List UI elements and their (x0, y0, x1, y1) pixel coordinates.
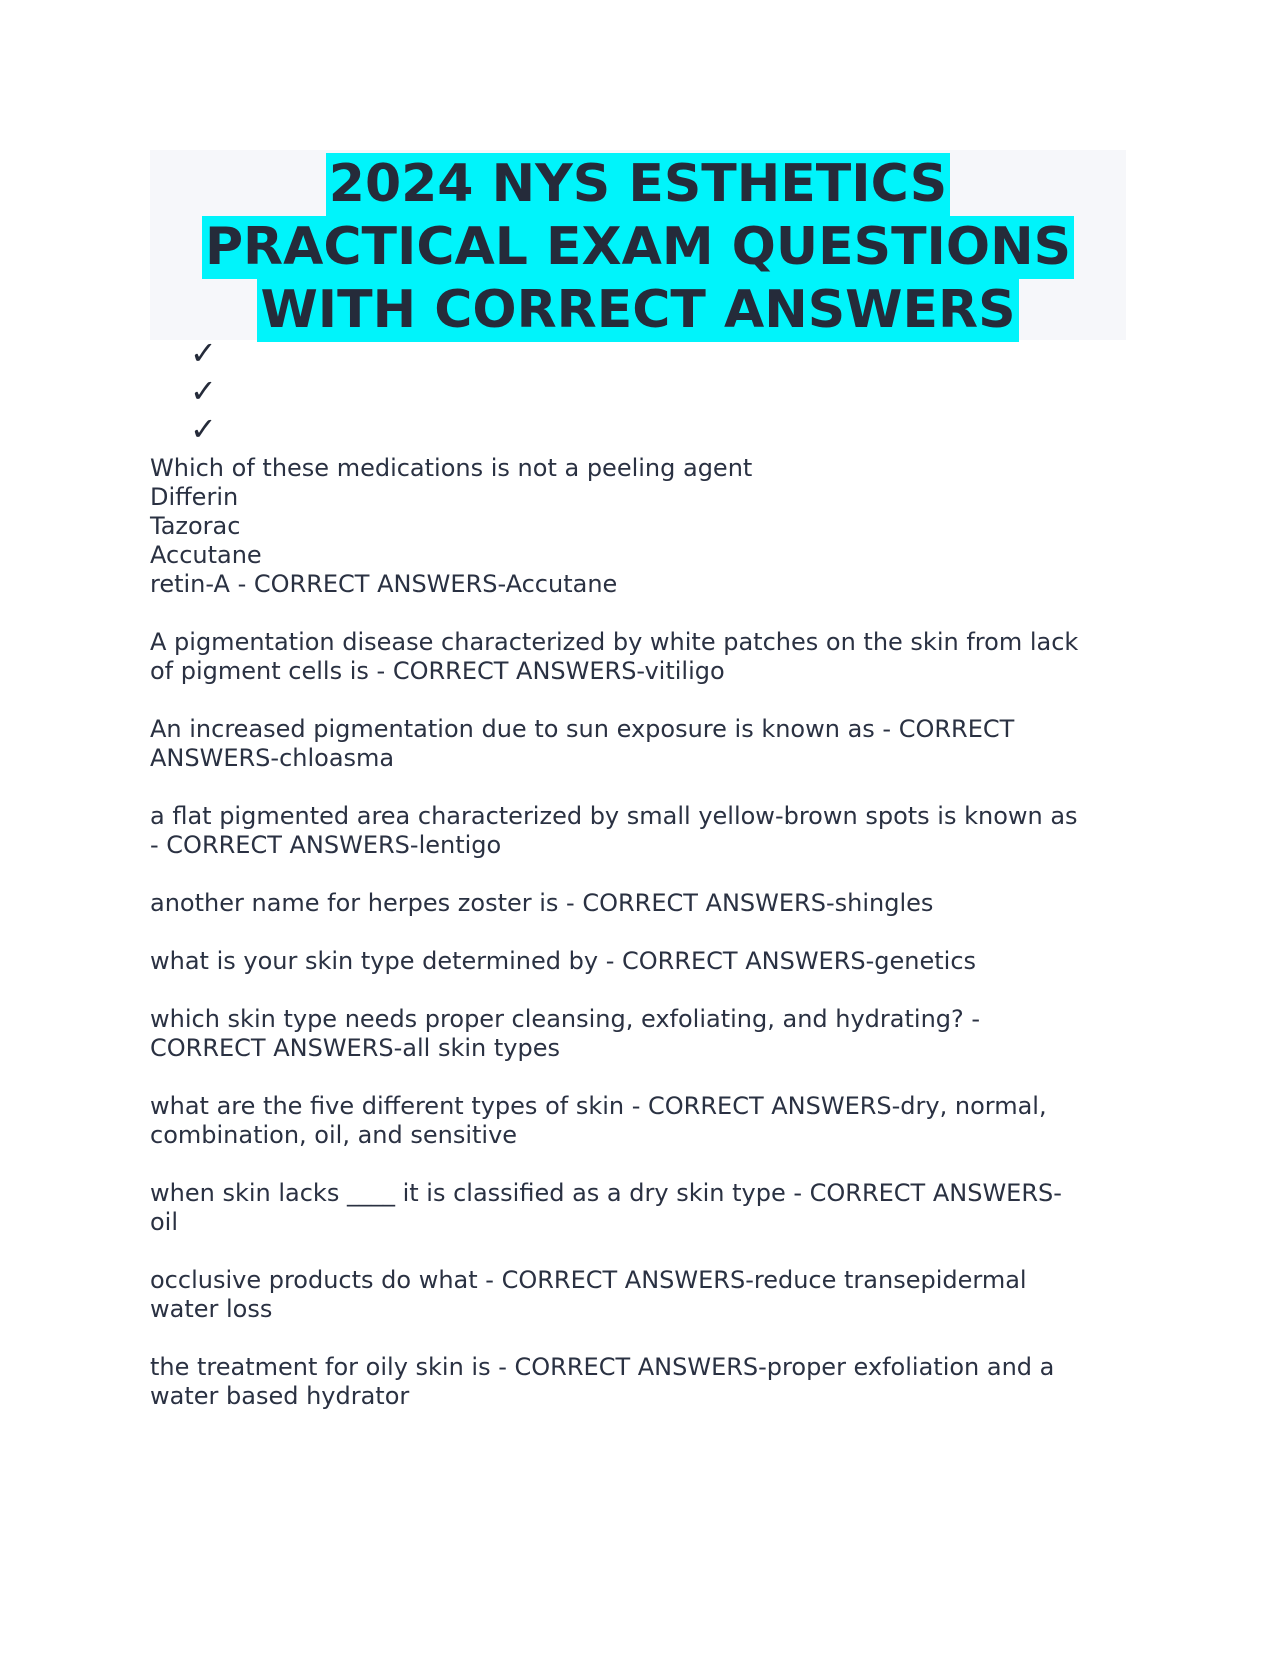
title-line-3: WITH CORRECT ANSWERS (257, 279, 1018, 342)
question-text-line: when skin lacks ____ it is classified as a dry skin type - CORRECT ANSWERS- (150, 1179, 1062, 1207)
question-item (150, 628, 1126, 686)
question-text-line: CORRECT ANSWERS-all skin types (150, 1034, 560, 1062)
checkmark-list (190, 334, 1126, 448)
question-item (150, 715, 1126, 773)
question-text-line: another name for herpes zoster is - CORRECT ANSWERS-shingles (150, 889, 934, 917)
title-line-1: 2024 NYS ESTHETICS (326, 153, 950, 216)
question-item (150, 802, 1126, 860)
question-text-line: water based hydrator (150, 1382, 410, 1410)
document-page (150, 150, 1126, 1440)
question-text-line: what is your skin type determined by - CORRECT ANSWERS-genetics (150, 947, 977, 975)
question-text-line: Accutane (150, 541, 262, 569)
question-text-line: of pigment cells is - CORRECT ANSWERS-vitiligo (150, 657, 725, 685)
question-list (150, 454, 1126, 1411)
checkmark-icon: ✓ (190, 372, 217, 410)
question-text-line: water loss (150, 1295, 273, 1323)
question-text-line: the treatment for oily skin is - CORRECT ANSWERS-proper exfoliation and a (150, 1353, 1055, 1381)
question-text-line: occlusive products do what - CORRECT ANSWERS-reduce transepidermal (150, 1266, 1027, 1294)
question-text-line: a flat pigmented area characterized by small yellow-brown spots is known as (150, 802, 1078, 830)
question-text-line: Tazorac (150, 512, 241, 540)
question-text-line: retin-A - CORRECT ANSWERS-Accutane (150, 570, 618, 598)
checkmark-icon: ✓ (190, 334, 217, 372)
question-text-line: - CORRECT ANSWERS-lentigo (150, 831, 502, 859)
question-item (150, 1179, 1126, 1237)
question-text-line: combination, oil, and sensitive (150, 1121, 518, 1149)
question-item (150, 889, 1126, 918)
title-banner (150, 150, 1126, 340)
question-text-line: oil (150, 1208, 179, 1236)
question-text-line: A pigmentation disease characterized by white patches on the skin from lack (150, 628, 1079, 656)
question-item (150, 947, 1126, 976)
question-item (150, 1353, 1126, 1411)
question-item (150, 454, 1126, 599)
question-text-line: what are the five different types of skin - CORRECT ANSWERS-dry, normal, (150, 1092, 1047, 1120)
checkmark-icon: ✓ (190, 410, 217, 448)
question-text-line: An increased pigmentation due to sun exposure is known as - CORRECT (150, 715, 1015, 743)
question-text-line: which skin type needs proper cleansing, exfoliating, and hydrating? - (150, 1005, 981, 1033)
question-text-line: Which of these medications is not a peeling agent (150, 454, 753, 482)
question-text-line: ANSWERS-chloasma (150, 744, 395, 772)
question-text-line: Differin (150, 483, 239, 511)
question-item (150, 1005, 1126, 1063)
title-line-2: PRACTICAL EXAM QUESTIONS (202, 216, 1074, 279)
question-item (150, 1266, 1126, 1324)
question-item (150, 1092, 1126, 1150)
